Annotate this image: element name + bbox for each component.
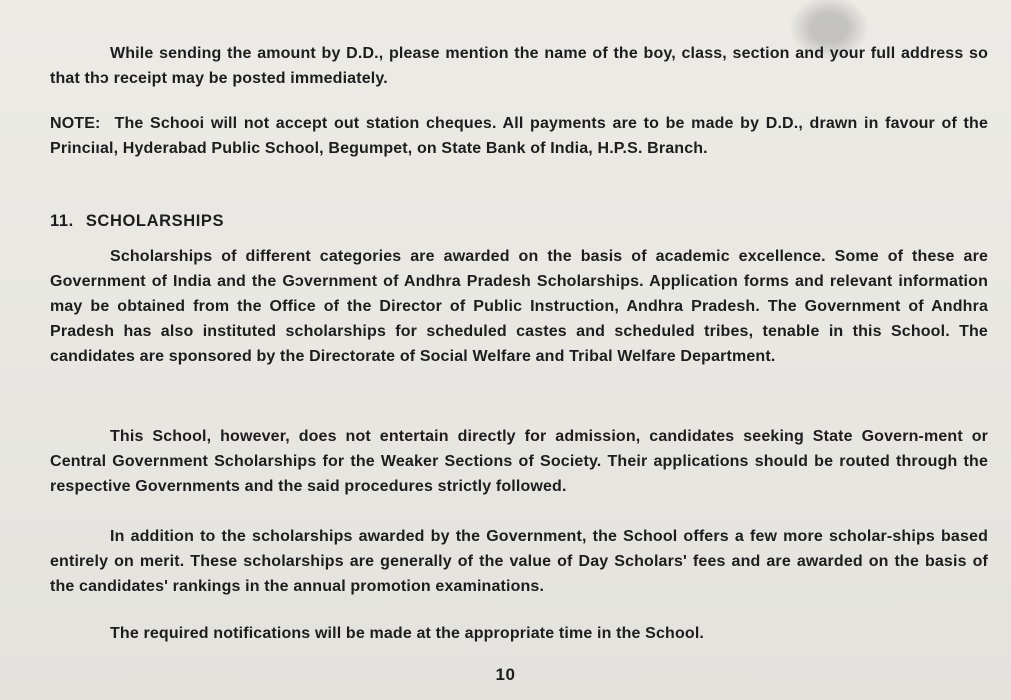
section-title: SCHOLARSHIPS [85,212,225,230]
paragraph-dd-instructions: While sending the amount by D.D., please mention the name of the boy, class, section and your full address so that thɔ receipt may be posted immediately. [50,45,988,87]
paragraph-scholarship-categories: Scholarships of different categories are awarded on the basis of academic excellence. Some of these are Government of India and the Gɔvernment of Andhra Pradesh Scholarships. Application forms and relevant information may be obtained from the Office of the Director of Public Instruction, Andhra Pradesh. The Government of Andhra Pradesh has also instituted scholarships for scheduled castes and scheduled tribes, tenable in this School. The candidates are sponsored by the Directorate of Social Welfare and Tribal Welfare Department. [50,248,988,365]
section-number: 11. [50,212,74,230]
paragraph-admission-policy: This School, however, does not entertain directly for admission, candidates seeking State Govern-ment or Central Government Scholarships for the Weaker Sections of Society. Their applications should be routed through the respective Governments and the said procedures strictly followed. [50,428,988,495]
note-text: The Schooi will not accept out station cheques. All payments are to be made by D.D., drawn in favour of the Princiıal, Hyderabad Public School, Begumpet, on State Bank of India, H.P.S. Branch. [50,115,988,157]
note-label: NOTE: [50,115,101,132]
page-number: 10 [495,665,516,684]
section-heading [50,209,988,234]
note-paragraph [50,111,988,161]
paragraph-merit-scholarships: In addition to the scholarships awarded by the Government, the School offers a few more scholar-ships based entirely on merit. These scholarships are generally of the value of Day Scholars' fees and are awarded on the basis of the candidates' rankings in the annual promotion examinations. [50,528,988,595]
paragraph-notifications: The required notifications will be made at the appropriate time in the School. [110,625,705,642]
